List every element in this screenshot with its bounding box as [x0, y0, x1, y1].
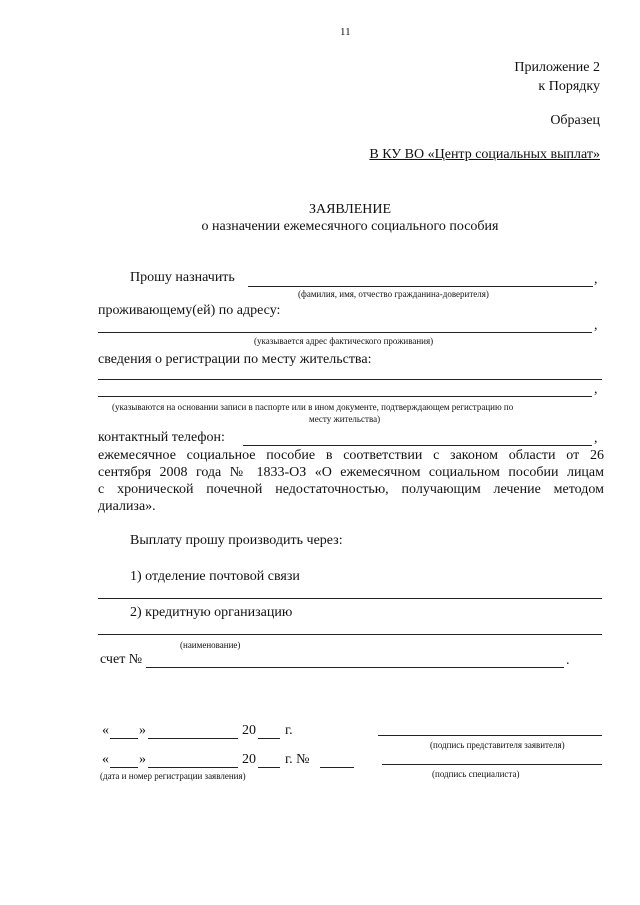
applicant-signature-caption: (подпись представителя заявителя)	[430, 740, 565, 750]
date-day-line-2[interactable]	[110, 767, 138, 768]
residing-label: проживающему(ей) по адресу:	[98, 303, 281, 318]
fio-field-line[interactable]	[248, 286, 593, 287]
date-open-quote-1: «	[102, 723, 109, 738]
body-line-1: ежемесячное социальное пособие в соответствии с законом области от 26	[98, 448, 604, 463]
phone-comma: ,	[594, 431, 598, 446]
date-open-quote-2: «	[102, 752, 109, 767]
registration-field-line-1[interactable]	[98, 379, 602, 380]
recipient-label: В КУ ВО «Центр социальных выплат»	[369, 147, 600, 162]
order-label: к Порядку	[538, 79, 600, 94]
date-year-prefix-2: 20	[242, 752, 256, 767]
date-month-line-1[interactable]	[148, 738, 238, 739]
body-line-3: с хронической почечной недостаточностью, получающим лечение методом	[98, 482, 604, 497]
post-office-field-line[interactable]	[98, 598, 602, 599]
fio-comma: ,	[594, 272, 598, 287]
phone-label: контактный телефон:	[98, 430, 225, 445]
document-title: ЗАЯВЛЕНИЕ	[308, 202, 392, 217]
credit-org-field-line[interactable]	[98, 634, 602, 635]
specialist-signature-caption: (подпись специалиста)	[432, 769, 520, 779]
payment-label: Выплату прошу производить через:	[130, 533, 343, 548]
applicant-signature-line[interactable]	[378, 735, 602, 736]
document-subtitle: о назначении ежемесячного социального пособия	[201, 219, 499, 234]
option-post-office: 1) отделение почтовой связи	[130, 569, 300, 584]
option-credit-org: 2) кредитную организацию	[130, 605, 293, 620]
body-line-2: сентября 2008 года № 1833-ОЗ «О ежемесячном социальном пособии лицам	[98, 465, 604, 480]
sample-label: Образец	[550, 113, 600, 128]
date-year-line-2[interactable]	[258, 767, 280, 768]
phone-field-line[interactable]	[243, 445, 592, 446]
address-comma: ,	[594, 318, 598, 333]
page-number: 11	[340, 26, 351, 38]
date-close-quote-2: »	[139, 752, 146, 767]
date-year-line-1[interactable]	[258, 738, 280, 739]
credit-org-caption: (наименование)	[180, 640, 241, 650]
registration-caption-1: (указываются на основании записи в паспорте или в ином документе, подтверждающем регистрацию по	[112, 402, 514, 412]
request-label: Прошу назначить	[130, 270, 235, 285]
account-end: .	[566, 653, 570, 668]
date-close-quote-1: »	[139, 723, 146, 738]
account-field-line[interactable]	[146, 667, 564, 668]
body-line-4: диализа».	[98, 499, 156, 514]
appendix-label: Приложение 2	[514, 60, 600, 75]
address-field-line[interactable]	[98, 332, 592, 333]
date-month-line-2[interactable]	[148, 767, 238, 768]
date-day-line-1[interactable]	[110, 738, 138, 739]
registration-field-line-2[interactable]	[98, 396, 592, 397]
specialist-signature-line[interactable]	[382, 764, 602, 765]
registration-comma: ,	[594, 382, 598, 397]
registration-caption-2: месту жительства)	[309, 414, 381, 424]
fio-caption: (фамилия, имя, отчество гражданина-доверителя)	[298, 289, 489, 299]
account-label: счет №	[100, 652, 143, 667]
date-year-suffix-1: г.	[285, 723, 293, 738]
reg-number-line[interactable]	[320, 767, 354, 768]
registration-label: сведения о регистрации по месту жительства:	[98, 352, 372, 367]
reg-number-label: г. №	[285, 752, 310, 767]
date-year-prefix-1: 20	[242, 723, 256, 738]
date-registration-caption: (дата и номер регистрации заявления)	[100, 771, 246, 781]
address-caption: (указывается адрес фактического проживания)	[254, 336, 434, 346]
